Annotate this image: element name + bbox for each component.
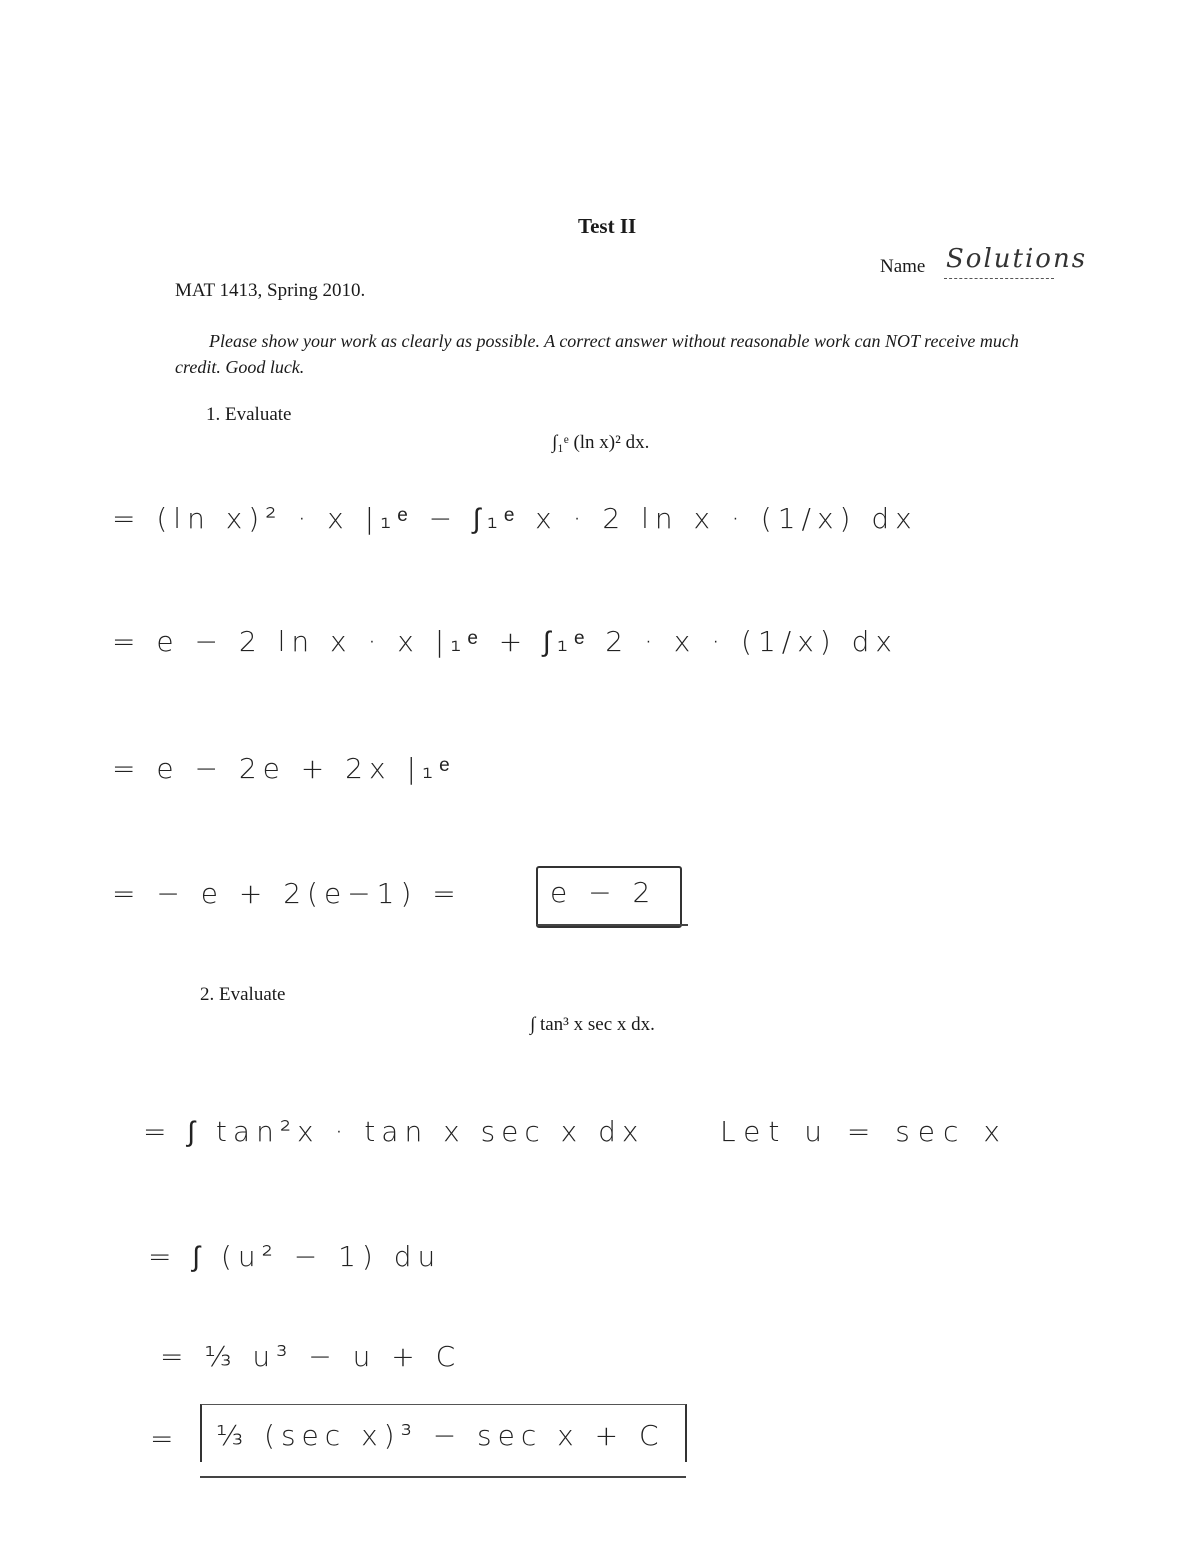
problem-2-step-3: = ⅓ u³ − u + C	[160, 1340, 462, 1373]
problem-1-label: 1. Evaluate	[206, 404, 292, 425]
problem-1-answer: e − 2	[550, 876, 657, 909]
page-title: Test II	[578, 214, 637, 238]
problem-2-step-4: =	[150, 1422, 180, 1455]
problem-1-step-1: = (ln x)² · x |₁ᵉ − ∫₁ᵉ x · 2 ln x · (1/x) dx	[112, 502, 918, 535]
answer-underline-2	[200, 1476, 686, 1478]
problem-2-answer: ⅓ (sec x)³ − sec x + C	[216, 1419, 665, 1452]
problem-1-step-3: = e − 2e + 2x |₁ᵉ	[112, 752, 456, 785]
problem-2-answer-box	[200, 1404, 687, 1462]
course-line: MAT 1413, Spring 2010.	[175, 280, 366, 301]
problem-1-answer-box	[536, 866, 682, 928]
answer-underline-1	[536, 924, 688, 926]
problem-2-label: 2. Evaluate	[200, 984, 286, 1005]
problem-1-integral: ∫₁ᵉ (ln x)² dx.	[552, 432, 650, 453]
problem-2-integral: ∫ tan³ x sec x dx.	[530, 1014, 655, 1035]
instructions: Please show your work as clearly as possible. A correct answer without reasonable work can NOT receive much credit. Good luck.	[175, 331, 1019, 377]
name-value: Solutions	[946, 244, 1088, 274]
substitution-note: Let u = sec x	[720, 1115, 1008, 1148]
problem-2-step-1: = ∫ tan²x · tan x sec x dx	[143, 1115, 645, 1148]
name-underline	[944, 278, 1054, 279]
problem-1-step-2: = e − 2 ln x · x |₁ᵉ + ∫₁ᵉ 2 · x · (1/x) dx	[112, 625, 898, 658]
problem-2-step-2: = ∫ (u² − 1) du	[148, 1240, 442, 1273]
name-label: Name	[880, 256, 926, 277]
problem-1-step-4: = − e + 2(e−1) =	[112, 877, 462, 910]
